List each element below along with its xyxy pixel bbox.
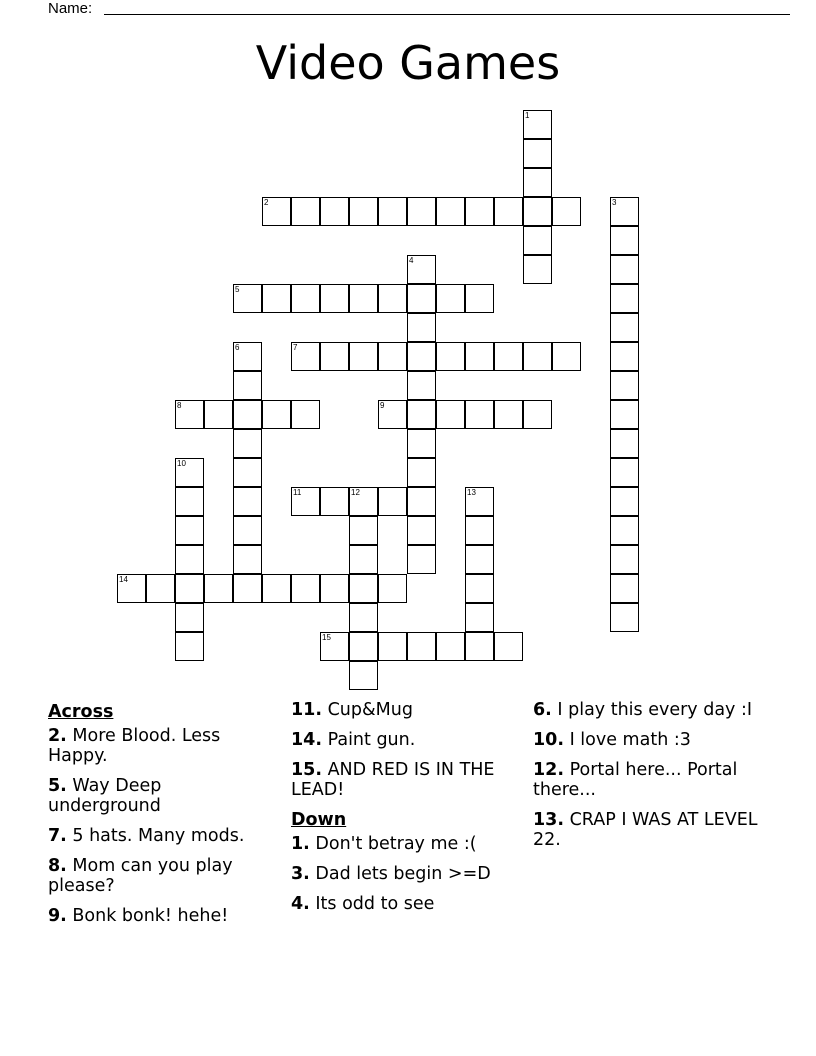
- grid-cell[interactable]: [378, 342, 407, 371]
- clue-down-0: [291, 834, 516, 854]
- grid-cell[interactable]: [610, 313, 639, 342]
- grid-cell[interactable]: [233, 371, 262, 400]
- grid-cell[interactable]: [610, 545, 639, 574]
- grid-cell[interactable]: [465, 487, 494, 516]
- clue-text: Portal here... Portal there...: [533, 760, 738, 800]
- clue-number: 4.: [291, 894, 310, 914]
- grid-cell[interactable]: [610, 342, 639, 371]
- grid-cell[interactable]: [436, 632, 465, 661]
- grid-cell[interactable]: [610, 226, 639, 255]
- clue-number: 5.: [48, 776, 67, 796]
- grid-cell[interactable]: [233, 487, 262, 516]
- clue-number: 7.: [48, 826, 67, 846]
- clue-text: CRAP I WAS AT LEVEL 22.: [533, 810, 758, 850]
- grid-cell[interactable]: [349, 516, 378, 545]
- clue-text: AND RED IS IN THE LEAD!: [291, 760, 495, 800]
- cell-number: 14: [119, 575, 128, 584]
- grid-cell[interactable]: [610, 487, 639, 516]
- grid-cell[interactable]: [407, 487, 436, 516]
- grid-cell[interactable]: [320, 487, 349, 516]
- clue-number: 2.: [48, 726, 67, 746]
- grid-cell[interactable]: [436, 197, 465, 226]
- grid-cell[interactable]: [262, 197, 291, 226]
- grid-cell[interactable]: [378, 487, 407, 516]
- clue-text: Cup&Mug: [322, 700, 413, 720]
- grid-cell[interactable]: [407, 284, 436, 313]
- cell-number: 15: [322, 633, 331, 642]
- clue-across-0: [48, 726, 273, 766]
- clue-down-1: [291, 864, 516, 884]
- grid-cell[interactable]: [610, 516, 639, 545]
- grid-cell[interactable]: [349, 545, 378, 574]
- cell-number: 3: [612, 198, 617, 207]
- grid-cell[interactable]: [523, 226, 552, 255]
- grid-cell[interactable]: [320, 574, 349, 603]
- grid-cell[interactable]: [523, 110, 552, 139]
- grid-cell[interactable]: [407, 516, 436, 545]
- clue-across-1: [291, 730, 516, 750]
- clue-number: 13.: [533, 810, 565, 830]
- grid-cell[interactable]: [552, 342, 581, 371]
- grid-cell[interactable]: [378, 284, 407, 313]
- grid-cell[interactable]: [436, 284, 465, 313]
- grid-cell[interactable]: [465, 632, 494, 661]
- grid-cell[interactable]: [291, 342, 320, 371]
- grid-cell[interactable]: [610, 574, 639, 603]
- grid-cell[interactable]: [552, 197, 581, 226]
- grid-cell[interactable]: [378, 197, 407, 226]
- grid-cell[interactable]: [523, 342, 552, 371]
- grid-cell[interactable]: [465, 545, 494, 574]
- grid-cell[interactable]: [378, 400, 407, 429]
- clue-text: 5 hats. Many mods.: [66, 826, 245, 846]
- grid-cell[interactable]: [610, 371, 639, 400]
- grid-cell[interactable]: [204, 574, 233, 603]
- grid-cell[interactable]: [610, 197, 639, 226]
- grid-cell[interactable]: [610, 255, 639, 284]
- grid-cell[interactable]: [465, 284, 494, 313]
- grid-cell[interactable]: [349, 632, 378, 661]
- grid-cell[interactable]: [262, 400, 291, 429]
- clue-text: More Blood. Less Happy.: [48, 726, 221, 766]
- down-heading: Down: [291, 810, 347, 830]
- grid-cell[interactable]: [407, 197, 436, 226]
- clue-number: 10.: [533, 730, 565, 750]
- grid-cell[interactable]: [523, 400, 552, 429]
- grid-cell[interactable]: [349, 661, 378, 690]
- grid-cell[interactable]: [465, 400, 494, 429]
- grid-cell[interactable]: [233, 574, 262, 603]
- cell-number: 1: [525, 111, 530, 120]
- grid-cell[interactable]: [407, 545, 436, 574]
- grid-cell[interactable]: [349, 342, 378, 371]
- clue-across-3: [48, 856, 273, 896]
- grid-cell[interactable]: [320, 632, 349, 661]
- clue-number: 12.: [533, 760, 565, 780]
- cell-number: 7: [293, 343, 298, 352]
- grid-cell[interactable]: [262, 284, 291, 313]
- grid-cell[interactable]: [175, 574, 204, 603]
- cell-number: 11: [293, 488, 302, 497]
- cell-number: 10: [177, 459, 186, 468]
- grid-cell[interactable]: [465, 197, 494, 226]
- clue-across-4: [48, 906, 273, 926]
- grid-cell[interactable]: [117, 574, 146, 603]
- grid-cell[interactable]: [233, 516, 262, 545]
- cell-number: 2: [264, 198, 269, 207]
- grid-cell[interactable]: [523, 255, 552, 284]
- clue-number: 3.: [291, 864, 310, 884]
- clue-across-2: [48, 826, 273, 846]
- grid-cell[interactable]: [523, 139, 552, 168]
- grid-cell[interactable]: [407, 313, 436, 342]
- clue-number: 15.: [291, 760, 323, 780]
- grid-cell[interactable]: [349, 487, 378, 516]
- grid-cell[interactable]: [465, 574, 494, 603]
- clue-down-0: [533, 700, 758, 720]
- clue-column-1: [48, 700, 273, 936]
- grid-cell[interactable]: [610, 603, 639, 632]
- grid-cell[interactable]: [610, 429, 639, 458]
- grid-cell[interactable]: [407, 400, 436, 429]
- grid-cell[interactable]: [494, 342, 523, 371]
- grid-cell[interactable]: [407, 342, 436, 371]
- grid-cell[interactable]: [349, 197, 378, 226]
- grid-cell[interactable]: [175, 487, 204, 516]
- grid-cell[interactable]: [407, 458, 436, 487]
- cell-number: 4: [409, 256, 414, 265]
- grid-cell[interactable]: [233, 458, 262, 487]
- grid-cell[interactable]: [378, 574, 407, 603]
- grid-cell[interactable]: [465, 603, 494, 632]
- clue-number: 6.: [533, 700, 552, 720]
- clue-number: 9.: [48, 906, 67, 926]
- grid-cell[interactable]: [175, 516, 204, 545]
- cell-number: 9: [380, 401, 385, 410]
- clue-down-1: [533, 730, 758, 750]
- grid-cell[interactable]: [233, 429, 262, 458]
- clue-number: 11.: [291, 700, 323, 720]
- clue-across-2: [291, 760, 516, 800]
- grid-cell[interactable]: [349, 574, 378, 603]
- clue-text: Its odd to see: [309, 894, 435, 914]
- grid-cell[interactable]: [291, 400, 320, 429]
- clue-text: I love math :3: [564, 730, 691, 750]
- clue-across-0: [291, 700, 516, 720]
- cell-number: 13: [467, 488, 476, 497]
- grid-cell[interactable]: [320, 197, 349, 226]
- grid-cell[interactable]: [610, 284, 639, 313]
- grid-cell[interactable]: [494, 400, 523, 429]
- grid-cell[interactable]: [233, 284, 262, 313]
- grid-cell[interactable]: [175, 545, 204, 574]
- cell-number: 5: [235, 285, 240, 294]
- grid-cell[interactable]: [291, 197, 320, 226]
- grid-cell[interactable]: [291, 284, 320, 313]
- grid-cell[interactable]: [465, 516, 494, 545]
- grid-cell[interactable]: [349, 603, 378, 632]
- grid-cell[interactable]: [407, 429, 436, 458]
- cell-number: 8: [177, 401, 182, 410]
- across-heading: Across: [48, 702, 114, 722]
- grid-cell[interactable]: [262, 574, 291, 603]
- cell-number: 6: [235, 343, 240, 352]
- grid-cell[interactable]: [233, 342, 262, 371]
- grid-cell[interactable]: [523, 168, 552, 197]
- grid-cell[interactable]: [175, 400, 204, 429]
- grid-cell[interactable]: [610, 458, 639, 487]
- grid-cell[interactable]: [204, 400, 233, 429]
- clue-text: Way Deep underground: [48, 776, 162, 816]
- name-label: Name:: [48, 0, 93, 17]
- clue-number: 1.: [291, 834, 310, 854]
- clue-down-2: [291, 894, 516, 914]
- clue-number: 8.: [48, 856, 67, 876]
- clue-column-2: [291, 700, 516, 924]
- grid-cell[interactable]: [291, 487, 320, 516]
- clue-text: Dad lets begin >=D: [309, 864, 491, 884]
- clue-down-2: [533, 760, 758, 800]
- grid-cell[interactable]: [349, 284, 378, 313]
- grid-cell[interactable]: [146, 574, 175, 603]
- grid-cell[interactable]: [320, 284, 349, 313]
- grid-cell[interactable]: [465, 342, 494, 371]
- grid-cell[interactable]: [436, 342, 465, 371]
- clue-number: 14.: [291, 730, 323, 750]
- grid-cell[interactable]: [175, 632, 204, 661]
- grid-cell[interactable]: [175, 458, 204, 487]
- grid-cell[interactable]: [233, 545, 262, 574]
- grid-cell[interactable]: [407, 371, 436, 400]
- cell-number: 12: [351, 488, 360, 497]
- clue-column-3: [533, 700, 758, 860]
- grid-cell[interactable]: [233, 400, 262, 429]
- grid-cell[interactable]: [436, 400, 465, 429]
- clue-text: Bonk bonk! hehe!: [66, 906, 229, 926]
- grid-cell[interactable]: [291, 574, 320, 603]
- grid-cell[interactable]: [407, 632, 436, 661]
- clue-text: Mom can you play please?: [48, 856, 233, 896]
- clue-text: I play this every day :I: [551, 700, 753, 720]
- grid-cell[interactable]: [407, 255, 436, 284]
- grid-cell[interactable]: [610, 400, 639, 429]
- grid-cell[interactable]: [494, 197, 523, 226]
- grid-cell[interactable]: [494, 632, 523, 661]
- grid-cell[interactable]: [523, 197, 552, 226]
- clue-text: Paint gun.: [322, 730, 416, 750]
- grid-cell[interactable]: [378, 632, 407, 661]
- grid-cell[interactable]: [175, 603, 204, 632]
- grid-cell[interactable]: [320, 342, 349, 371]
- clue-text: Don't betray me :(: [309, 834, 477, 854]
- clue-across-1: [48, 776, 273, 816]
- clue-down-3: [533, 810, 758, 850]
- puzzle-title: Video Games: [255, 36, 561, 90]
